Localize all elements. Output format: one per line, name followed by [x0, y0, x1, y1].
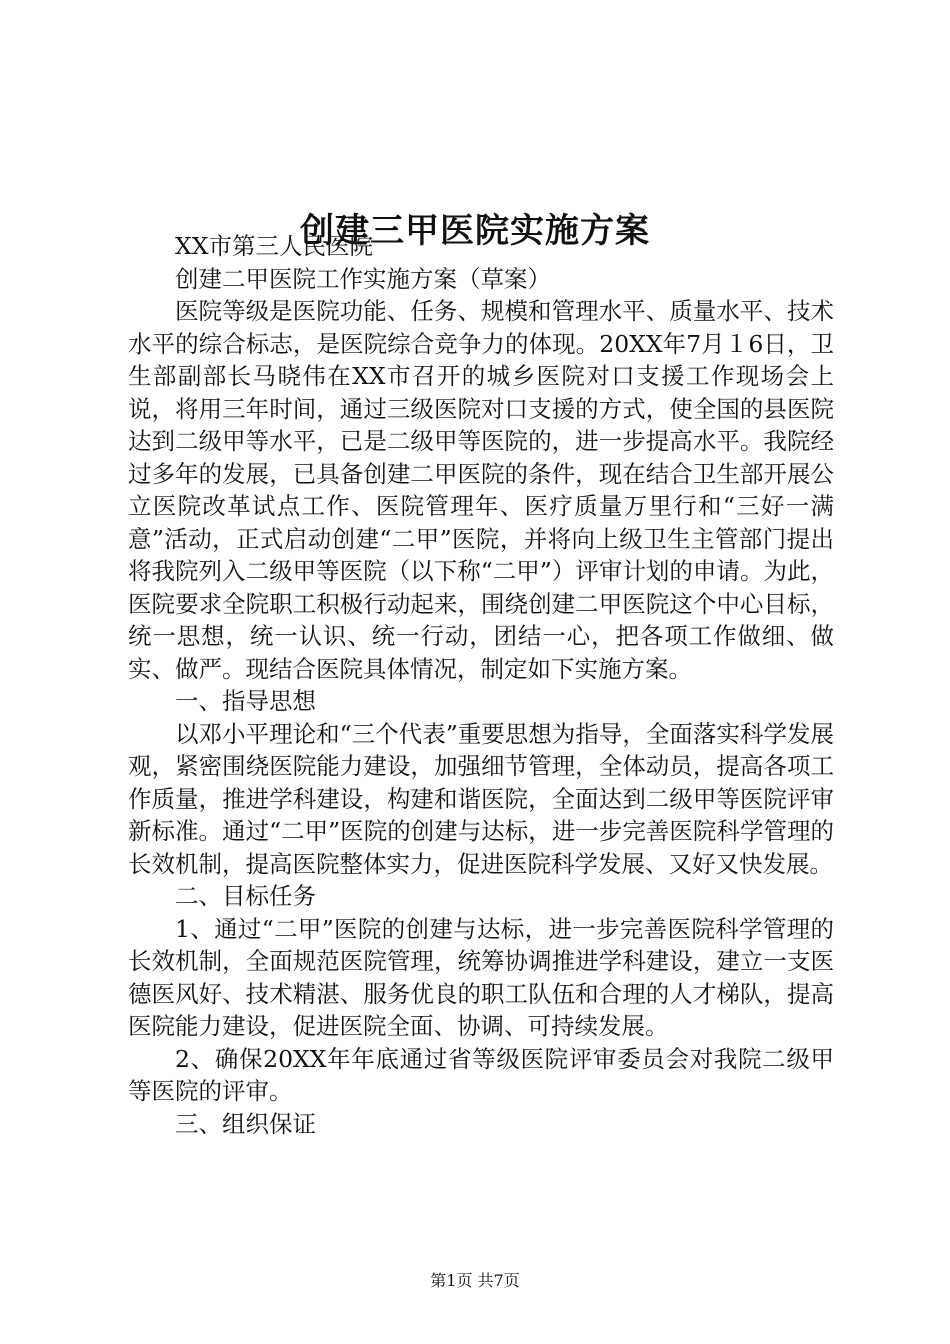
section-heading-guiding-ideology: 一、指导思想	[175, 687, 316, 715]
intro-paragraph: 医院等级是医院功能、任务、规模和管理水平、质量水平、技术水平的综合标志，是医院综合竞争力的体现。20XX年7月１6日，卫生部副部长马晓伟在XX市召开的城乡医院对口支援工作现场会上说，将用三年时间，通过三级医院对口支援的方式，使全国的县医院达到二级甲等水平，已是二级甲等医院的，进一步提高水平。我院经过多年的发展，已具备创建二甲医院的条件，现在结合卫生部开展公立医院改革试点工作、医院管理年、医疗质量万里行和“三好一满意”活动，正式启动创建“二甲”医院，并将向上级卫生主管部门提出将我院列入二级甲等医院（以下称“二甲”）评审计划的申请。为此，医院要求全院职工积极行动起来，围绕创建二甲医院这个中心目标，统一思想，统一认识、统一行动，团结一心，把各项工作做细、做实、做严。现结合医院具体情况，制定如下实施方案。	[128, 297, 834, 683]
document-body	[128, 230, 834, 1140]
section-heading-goals: 二、目标任务	[175, 882, 316, 910]
goal-item-1: 1、通过“二甲”医院的创建与达标，进一步完善医院科学管理的长效机制，全面规范医院管理，统筹协调推进学科建设，建立一支医德医风好、技术精湛、服务优良的职工队伍和合理的人才梯队，提高医院能力建设，促进医院全面、协调、可持续发展。	[128, 914, 834, 1040]
section-heading-organization: 三、组织保证	[175, 1109, 316, 1138]
guiding-ideology-paragraph: 以邓小平理论和“三个代表”重要思想为指导，全面落实科学发展观，紧密围绕医院能力建设，加强细节管理，全体动员，提高各项工作质量，推进学科建设，构建和谐医院，全面达到二级甲等医院评审新标准。通过“二甲”医院的创建与达标，进一步完善医院科学管理的长效机制，提高医院整体实力，促进医院科学发展、又好又快发展。	[128, 719, 834, 878]
document-title: 创建三甲医院实施方案	[300, 210, 650, 251]
hospital-name: XX市第三人民医院	[175, 232, 373, 260]
plan-subtitle: 创建二甲医院工作实施方案（草案）	[175, 264, 551, 293]
goal-item-2: 2、确保20XX年年底通过省等级医院评审委员会对我院二级甲等医院的评审。	[128, 1044, 834, 1105]
page-indicator: 第1页 共7页	[430, 1271, 520, 1290]
